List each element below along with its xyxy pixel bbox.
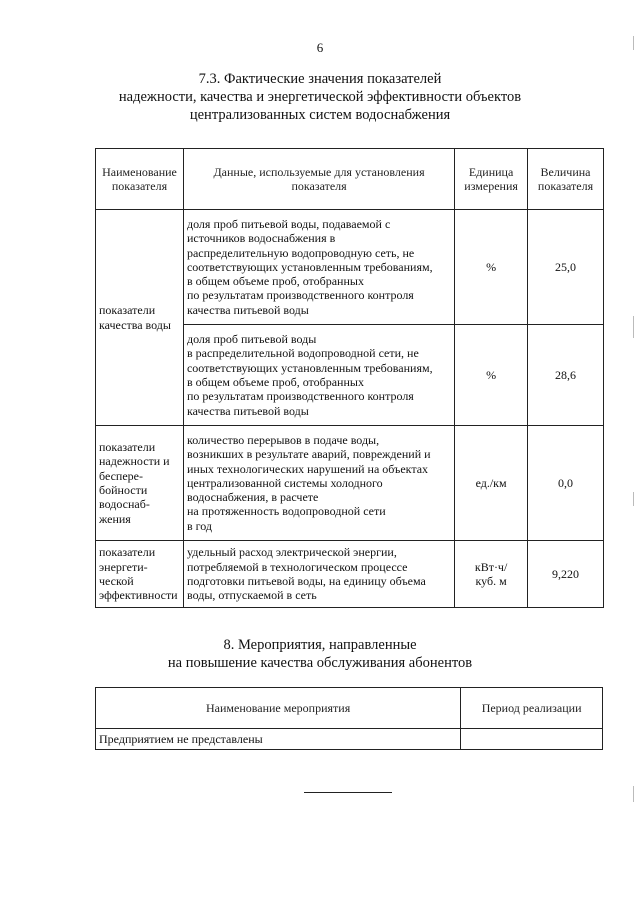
table-header-row (96, 149, 604, 210)
title-line: на повышение качества обслуживания абонентов (167, 655, 473, 671)
section-7-3-title (0, 70, 640, 124)
group-name-reliability: показатели надежности и беспере- бойности водоснаб- жения (96, 426, 184, 541)
scan-edge-mark (633, 36, 634, 50)
title-line: надежности, качества и энергетической эффективности объектов (118, 89, 522, 105)
title-line: 8. Мероприятия, направленные (223, 637, 417, 653)
header-unit: Единица измерения (455, 149, 528, 210)
row-unit: ед./км (455, 426, 528, 541)
scan-edge-mark (633, 316, 634, 338)
closing-line (304, 792, 392, 793)
row-value: 28,6 (528, 325, 604, 426)
title-line: 7.3. Фактические значения показателей (198, 71, 442, 87)
title-line: централизованных систем водоснабжения (189, 107, 451, 123)
measure-period (461, 729, 603, 750)
row-unit: кВт·ч/ куб. м (455, 541, 528, 608)
row-value: 25,0 (528, 210, 604, 325)
row-description: количество перерывов в подаче воды, возникших в результате аварий, повреждений и иных технологических нарушений на объектах централизованной системы холодного водоснабжения, в расчете на протяженность водопроводной сети в год (183, 426, 454, 541)
row-description: доля проб питьевой воды в распределительной водопроводной сети, не соответствующих установленным требованиям, в общем объеме проб, отобранных по результатам производственного контроля качества питьевой воды (183, 325, 454, 426)
measure-name: Предприятием не представлены (96, 729, 461, 750)
table-row (96, 541, 604, 608)
table-row (96, 729, 603, 750)
row-unit: % (455, 210, 528, 325)
row-description: удельный расход электрической энергии, потребляемой в технологическом процессе подготовки питьевой воды, на единицу объема воды, отпускаемой в сеть (183, 541, 454, 608)
row-unit: % (455, 325, 528, 426)
indicators-table (95, 148, 604, 608)
row-value: 0,0 (528, 426, 604, 541)
table-row (96, 426, 604, 541)
header-value: Величина показателя (528, 149, 604, 210)
table-row (96, 210, 604, 325)
row-value: 9,220 (528, 541, 604, 608)
header-data: Данные, используемые для установления показателя (183, 149, 454, 210)
header-period: Период реализации (461, 688, 603, 729)
scan-edge-mark (633, 786, 634, 802)
header-measure-name: Наименование мероприятия (96, 688, 461, 729)
measures-table (95, 687, 603, 750)
table-header-row (96, 688, 603, 729)
row-description: доля проб питьевой воды, подаваемой с источников водоснабжения в распределительную водопроводную сеть, не соответствующих установленным требованиям, в общем объеме проб, отобранных по результатам производственного контроля качества питьевой воды (183, 210, 454, 325)
group-name-energy: показатели энергети- ческой эффективности (96, 541, 184, 608)
group-name-quality: показатели качества воды (96, 210, 184, 426)
page-number: 6 (316, 40, 324, 55)
section-8-title (0, 636, 640, 672)
scan-edge-mark (633, 492, 634, 506)
header-name: Наименование показателя (96, 149, 184, 210)
